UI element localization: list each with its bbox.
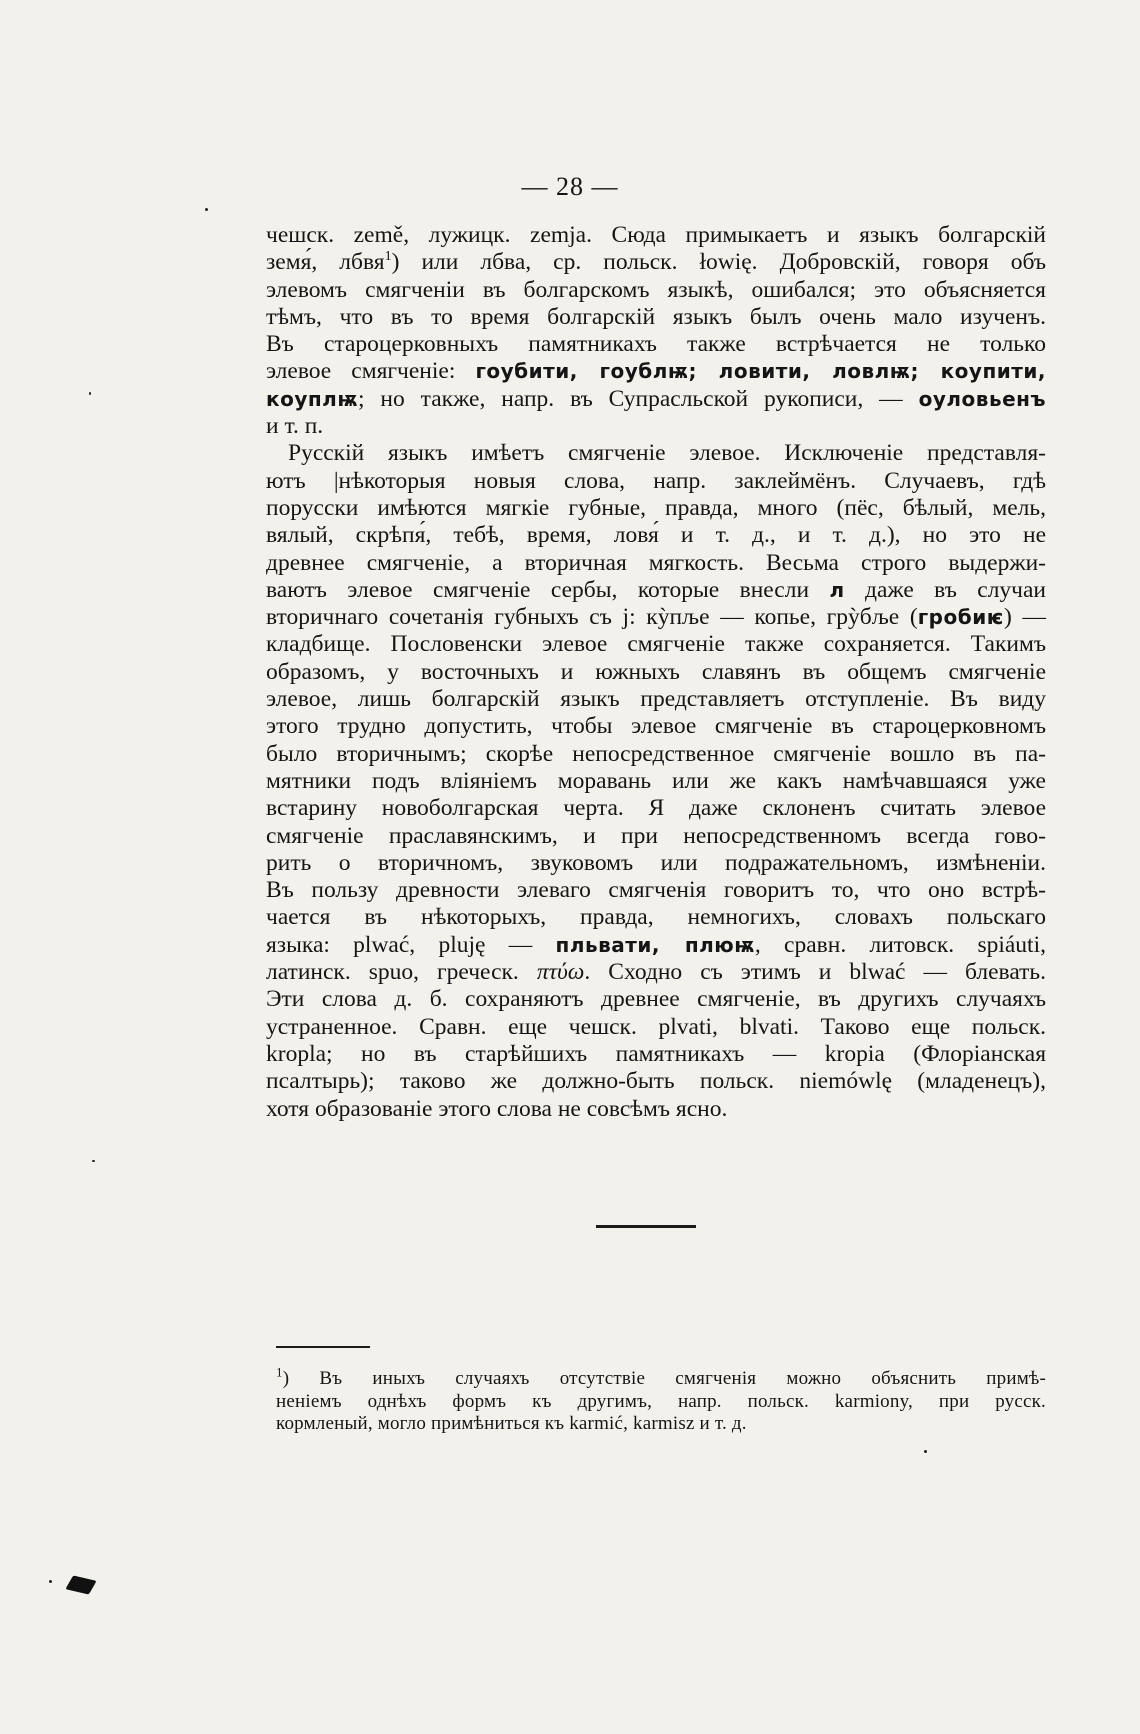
footnote-reference: 1 (384, 249, 392, 265)
text-line: кладбище. Пословенски элевое смягченіе также сохраняется. Такимъ (266, 631, 1046, 658)
paragraph-2 (266, 440, 1046, 1122)
footnote-line: неніемъ однѣхъ формъ къ другимъ, напр. польск. karmiony, при русск. (276, 1390, 1046, 1412)
old-church-slavonic-text: оуловьенъ (918, 386, 1047, 411)
text-line: хотя образованіе этого слова не совсѣмъ ясно. (266, 1095, 728, 1122)
greek-word: πτύω (536, 959, 585, 986)
text-line: элевое смягченіе: гоубити, гоублѭ; ловити, ловлѭ; коупити, (266, 358, 1046, 385)
paragraph-1 (266, 222, 1046, 440)
text-line: этого трудно допустить, чтобы элевое смягченіе въ староцерковномъ (266, 713, 1046, 740)
text-line: элевомъ смягченіи въ болгарскомъ языкѣ, ошибался; это объясняется (266, 276, 1046, 303)
old-church-slavonic-text: гробиѥ (917, 605, 1005, 630)
main-text (266, 222, 1046, 1123)
text-line: вторичнаго сочетанія губныхъ съ j: кỳпље — копье, грỳбље (гробиѥ) — (266, 604, 1047, 631)
text-line: древнее смягченіе, а вторичная мягкость. Весьма строго выдержи- (266, 549, 1046, 576)
text-line: Русскій языкъ имѣетъ смягченіе элевое. Исключеніе представля- (288, 440, 1046, 467)
text-line: тѣмъ, что въ то время болгарскій языкъ былъ очень мало изученъ. (266, 303, 1046, 330)
text-line: kropla; но въ старѣйшихъ памятникахъ — kropia (Флоріанская (266, 1040, 1046, 1067)
text-line: рить о вторичномъ, звуковомъ или подражательномъ, измѣненіи. (266, 849, 1046, 876)
ink-blot (65, 1575, 96, 1594)
page-number: — 28 — (521, 172, 619, 201)
footnote-marker: 1 (276, 1364, 283, 1380)
text-line: вялый, скрѣпя́, тебѣ, время, ловя́ и т. д., и т. д.), но это не (266, 522, 1046, 549)
old-church-slavonic-text: гоубити, гоублѭ; ловити, ловлѭ; коупити, (475, 359, 1046, 384)
scan-speck (92, 1160, 95, 1162)
text-line: чается въ нѣкоторыхъ, правда, немногихъ, словахъ польскаго (266, 904, 1046, 931)
text-line: ваютъ элевое смягченіе сербы, которые внесли л даже въ случаи (266, 576, 1046, 603)
old-church-slavonic-text: коуплѭ (266, 386, 358, 411)
text-line: Эти слова д. б. сохраняютъ древнее смягченіе, въ другихъ случаяхъ (266, 986, 1046, 1013)
footnote (276, 1364, 1046, 1436)
text-line: устраненное. Сравн. еще чешск. plvati, blvati. Таково еще польск. (266, 1013, 1046, 1040)
scan-speck (49, 1580, 52, 1583)
text-line: элевое, лишь болгарскій языкъ представляетъ отступленіе. Въ виду (266, 686, 1046, 713)
text-line: Въ пользу древности элеваго смягченія говоритъ то, что оно встрѣ- (266, 877, 1046, 904)
text-line: земя́, лбвя$^1$) или лбва, ср. польск. łowię. Добровскій, говоря объ (266, 249, 1046, 276)
scan-speck (924, 1450, 927, 1453)
old-church-slavonic-text: пльвати, плюѭ (555, 932, 755, 957)
text-line: латинск. spuo, греческ. πτύω. Сходно съ этимъ и blwać — блевать. (266, 959, 1047, 986)
text-line: псалтырь); таково же должно-быть польск. niemówlę (младенецъ), (266, 1068, 1046, 1095)
text-line: языка: plwać, pluję — пльвати, плюѭ, сравн. литовск. spiáuti, (266, 931, 1046, 958)
text-line: чешск. země, лужицк. zemja. Сюда примыкаетъ и языкъ болгарскій (266, 222, 1046, 248)
text-line: порусски имѣются мягкіе губные, правда, много (пёс, бѣлый, мель, (266, 494, 1046, 521)
footnote-line: кормленый, могло примѣниться къ karmić, karmisz и т. д. (276, 1413, 747, 1434)
old-church-slavonic-text: л (829, 577, 845, 602)
text-line: смягченіе праславянскимъ, и при непосредственномъ всегда гово- (266, 822, 1046, 849)
text-line: и т. п. (266, 413, 324, 440)
text-line: Въ староцерковныхъ памятникахъ также встрѣчается не только (266, 331, 1046, 358)
section-divider (596, 1225, 696, 1228)
text-line: ютъ |нѣкоторыя новыя слова, напр. заклеймёнъ. Случаевъ, гдѣ (266, 467, 1046, 494)
text-line: встарину новоболгарская черта. Я даже склоненъ считать элевое (266, 795, 1046, 822)
scan-speck (205, 208, 208, 211)
footnote-line: $^1$) Въ иныхъ случаяхъ отсутствіе смягченія можно объяснить примѣ- (276, 1364, 1046, 1389)
text-line: было вторичнымъ; скорѣе непосредственное смягченіе вошло въ па- (266, 740, 1046, 767)
text-line: образомъ, у восточныхъ и южныхъ славянъ въ общемъ смягченіе (266, 658, 1046, 685)
scan-speck (89, 392, 91, 395)
text-line: коуплѭ; но также, напр. въ Супрасльской рукописи, — оуловьенъ (266, 385, 1047, 412)
footnote-separator (276, 1346, 370, 1348)
text-line: мятники подъ вліяніемъ моравань или же какъ намѣчавшаяся уже (266, 767, 1046, 794)
